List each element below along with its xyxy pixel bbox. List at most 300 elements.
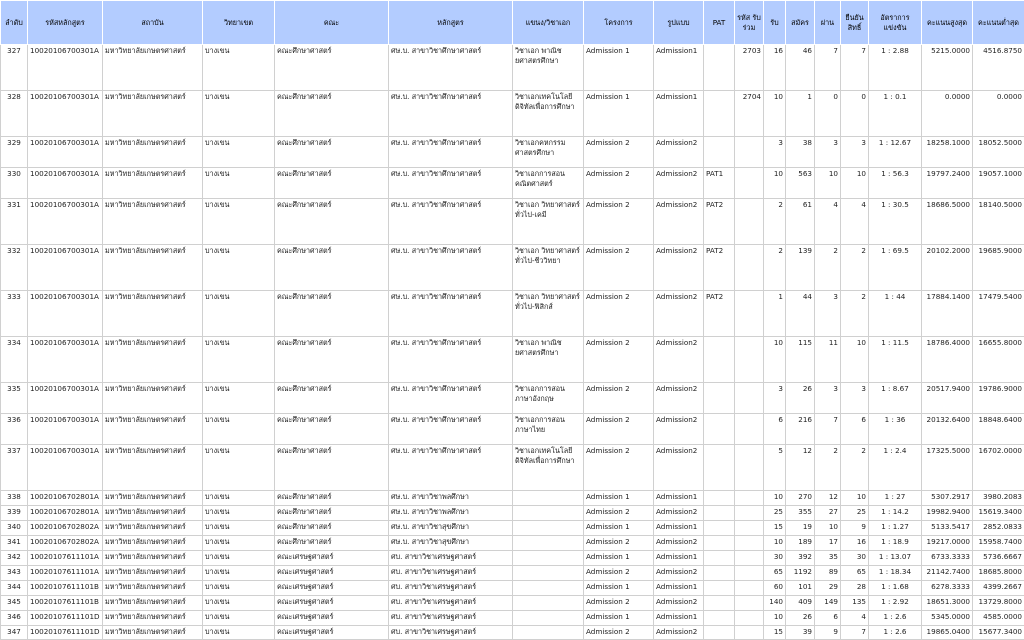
table-row [1, 414, 1024, 445]
table-row [1, 581, 1024, 596]
cell-campus: บางเขน [203, 445, 275, 491]
cell-joint [735, 521, 764, 536]
cell-max: 6733.3333 [922, 551, 973, 566]
table-row [1, 611, 1024, 626]
cell-confirm: 0 [841, 91, 869, 137]
table-row [1, 383, 1024, 414]
cell-pass: 89 [815, 566, 841, 581]
cell-apply: 270 [786, 491, 815, 506]
cell-pat [704, 551, 735, 566]
cell-code: 10020106700301A [28, 414, 103, 445]
cell-project: Admission 2 [584, 137, 654, 168]
cell-confirm: 10 [841, 168, 869, 199]
cell-min: 18052.5000 [973, 137, 1024, 168]
cell-joint: 2703 [735, 45, 764, 91]
cell-pat [704, 414, 735, 445]
cell-ratio: 1 : 1.68 [869, 581, 922, 596]
cell-accept: 65 [764, 566, 786, 581]
cell-max: 19865.0400 [922, 626, 973, 640]
cell-max: 18786.4000 [922, 337, 973, 383]
cell-campus: บางเขน [203, 611, 275, 626]
cell-major [513, 506, 584, 521]
cell-pass: 149 [815, 596, 841, 611]
cell-max: 18258.1000 [922, 137, 973, 168]
table-row [1, 506, 1024, 521]
cell-joint [735, 199, 764, 245]
cell-pass: 17 [815, 536, 841, 551]
cell-pass: 7 [815, 45, 841, 91]
cell-accept: 2 [764, 245, 786, 291]
cell-confirm: 4 [841, 199, 869, 245]
cell-confirm: 30 [841, 551, 869, 566]
cell-code: 10020107611101B [28, 596, 103, 611]
cell-faculty: คณะเศรษฐศาสตร์ [275, 581, 389, 596]
cell-pat [704, 596, 735, 611]
cell-campus: บางเขน [203, 137, 275, 168]
cell-apply: 61 [786, 199, 815, 245]
cell-accept: 10 [764, 491, 786, 506]
cell-program: ศบ. สาขาวิชาเศรษฐศาสตร์ [389, 581, 513, 596]
cell-faculty: คณะศึกษาศาสตร์ [275, 506, 389, 521]
cell-project: Admission 2 [584, 383, 654, 414]
cell-accept: 25 [764, 506, 786, 521]
cell-accept: 10 [764, 168, 786, 199]
cell-confirm: 2 [841, 445, 869, 491]
cell-major: วิชาเอก วิทยาศาสตร์ทั่วไป-ฟิสิกส์ [513, 291, 584, 337]
cell-project: Admission 2 [584, 566, 654, 581]
cell-faculty: คณะเศรษฐศาสตร์ [275, 626, 389, 640]
cell-code: 10020106700301A [28, 445, 103, 491]
cell-confirm: 2 [841, 245, 869, 291]
table-row [1, 566, 1024, 581]
cell-campus: บางเขน [203, 566, 275, 581]
cell-no: 341 [1, 536, 28, 551]
cell-code: 10020107611101A [28, 566, 103, 581]
cell-project: Admission 2 [584, 626, 654, 640]
cell-faculty: คณะศึกษาศาสตร์ [275, 337, 389, 383]
column-header-no: ลำดับ [1, 1, 28, 45]
column-header-max: คะแนนสูงสุด [922, 1, 973, 45]
cell-accept: 3 [764, 383, 786, 414]
cell-inst: มหาวิทยาลัยเกษตรศาสตร์ [103, 45, 203, 91]
cell-campus: บางเขน [203, 291, 275, 337]
cell-major [513, 596, 584, 611]
cell-pass: 29 [815, 581, 841, 596]
cell-no: 331 [1, 199, 28, 245]
column-header-faculty: คณะ [275, 1, 389, 45]
cell-max: 5133.5417 [922, 521, 973, 536]
table-row [1, 91, 1024, 137]
cell-major [513, 611, 584, 626]
cell-max: 18651.3000 [922, 596, 973, 611]
cell-ratio: 1 : 2.88 [869, 45, 922, 91]
cell-program: ศษ.บ. สาขาวิชาศึกษาศาสตร์ [389, 199, 513, 245]
column-header-pass: ผ่าน [815, 1, 841, 45]
cell-campus: บางเขน [203, 45, 275, 91]
cell-accept: 10 [764, 611, 786, 626]
cell-no: 347 [1, 626, 28, 640]
cell-max: 5345.0000 [922, 611, 973, 626]
cell-inst: มหาวิทยาลัยเกษตรศาสตร์ [103, 168, 203, 199]
cell-program: ศบ. สาขาวิชาเศรษฐศาสตร์ [389, 566, 513, 581]
cell-max: 17884.1400 [922, 291, 973, 337]
cell-format: Admission1 [654, 581, 704, 596]
cell-joint [735, 491, 764, 506]
cell-project: Admission 2 [584, 245, 654, 291]
cell-ratio: 1 : 36 [869, 414, 922, 445]
cell-project: Admission 2 [584, 596, 654, 611]
cell-program: ศบ. สาขาวิชาเศรษฐศาสตร์ [389, 551, 513, 566]
cell-pat [704, 536, 735, 551]
column-header-inst: สถาบัน [103, 1, 203, 45]
cell-format: Admission2 [654, 536, 704, 551]
cell-major: วิชาเอกการสอนภาษาอังกฤษ [513, 383, 584, 414]
cell-format: Admission2 [654, 199, 704, 245]
cell-accept: 15 [764, 521, 786, 536]
table-row [1, 337, 1024, 383]
cell-min: 19057.1000 [973, 168, 1024, 199]
cell-code: 10020106700301A [28, 383, 103, 414]
cell-confirm: 7 [841, 626, 869, 640]
cell-major: วิชาเอกเทคโนโลยีดิจิทัลเพื่อการศึกษา [513, 91, 584, 137]
cell-min: 4516.8750 [973, 45, 1024, 91]
column-header-ratio: อัตราการ แข่งขัน [869, 1, 922, 45]
cell-code: 10020107611101A [28, 551, 103, 566]
cell-max: 17325.5000 [922, 445, 973, 491]
cell-pat [704, 337, 735, 383]
cell-pat [704, 581, 735, 596]
cell-ratio: 1 : 1.27 [869, 521, 922, 536]
cell-pat [704, 506, 735, 521]
cell-no: 328 [1, 91, 28, 137]
cell-pass: 27 [815, 506, 841, 521]
cell-campus: บางเขน [203, 245, 275, 291]
cell-joint [735, 536, 764, 551]
cell-pass: 7 [815, 414, 841, 445]
cell-confirm: 10 [841, 491, 869, 506]
cell-confirm: 10 [841, 337, 869, 383]
cell-no: 334 [1, 337, 28, 383]
cell-confirm: 2 [841, 291, 869, 337]
cell-no: 329 [1, 137, 28, 168]
cell-apply: 216 [786, 414, 815, 445]
cell-min: 16702.0000 [973, 445, 1024, 491]
cell-program: ศบ. สาขาวิชาเศรษฐศาสตร์ [389, 611, 513, 626]
cell-max: 20132.6400 [922, 414, 973, 445]
cell-pass: 2 [815, 445, 841, 491]
cell-project: Admission 2 [584, 291, 654, 337]
cell-format: Admission2 [654, 445, 704, 491]
cell-min: 17479.5400 [973, 291, 1024, 337]
cell-joint [735, 445, 764, 491]
cell-confirm: 7 [841, 45, 869, 91]
table-row [1, 199, 1024, 245]
cell-joint [735, 137, 764, 168]
cell-major [513, 491, 584, 506]
cell-no: 333 [1, 291, 28, 337]
cell-format: Admission1 [654, 491, 704, 506]
cell-project: Admission 1 [584, 521, 654, 536]
cell-program: ศษ.บ. สาขาวิชาศึกษาศาสตร์ [389, 91, 513, 137]
cell-code: 10020106700301A [28, 91, 103, 137]
cell-program: ศษ.บ. สาขาวิชาศึกษาศาสตร์ [389, 137, 513, 168]
cell-min: 13729.8000 [973, 596, 1024, 611]
cell-pass: 35 [815, 551, 841, 566]
cell-faculty: คณะศึกษาศาสตร์ [275, 245, 389, 291]
cell-pat: PAT1 [704, 168, 735, 199]
cell-confirm: 3 [841, 137, 869, 168]
cell-ratio: 1 : 12.67 [869, 137, 922, 168]
cell-campus: บางเขน [203, 414, 275, 445]
table-row [1, 45, 1024, 91]
cell-code: 10020106702801A [28, 506, 103, 521]
cell-accept: 1 [764, 291, 786, 337]
cell-apply: 189 [786, 536, 815, 551]
cell-inst: มหาวิทยาลัยเกษตรศาสตร์ [103, 491, 203, 506]
cell-faculty: คณะศึกษาศาสตร์ [275, 291, 389, 337]
cell-project: Admission 2 [584, 168, 654, 199]
cell-apply: 39 [786, 626, 815, 640]
cell-pat [704, 491, 735, 506]
cell-apply: 46 [786, 45, 815, 91]
cell-format: Admission1 [654, 45, 704, 91]
cell-max: 0.0000 [922, 91, 973, 137]
cell-campus: บางเขน [203, 536, 275, 551]
cell-min: 18848.6400 [973, 414, 1024, 445]
cell-accept: 6 [764, 414, 786, 445]
cell-apply: 115 [786, 337, 815, 383]
cell-inst: มหาวิทยาลัยเกษตรศาสตร์ [103, 611, 203, 626]
cell-project: Admission 1 [584, 45, 654, 91]
cell-inst: มหาวิทยาลัยเกษตรศาสตร์ [103, 506, 203, 521]
cell-accept: 30 [764, 551, 786, 566]
cell-major [513, 551, 584, 566]
cell-max: 18686.5000 [922, 199, 973, 245]
cell-faculty: คณะเศรษฐศาสตร์ [275, 551, 389, 566]
cell-major: วิชาเอก วิทยาศาสตร์ทั่วไป-ชีววิทยา [513, 245, 584, 291]
cell-min: 3980.2083 [973, 491, 1024, 506]
cell-accept: 140 [764, 596, 786, 611]
cell-inst: มหาวิทยาลัยเกษตรศาสตร์ [103, 383, 203, 414]
cell-no: 337 [1, 445, 28, 491]
cell-program: ศษ.บ. สาขาวิชาศึกษาศาสตร์ [389, 337, 513, 383]
cell-no: 327 [1, 45, 28, 91]
cell-code: 10020106700301A [28, 45, 103, 91]
cell-ratio: 1 : 30.5 [869, 199, 922, 245]
cell-program: ศบ. สาขาวิชาเศรษฐศาสตร์ [389, 596, 513, 611]
cell-ratio: 1 : 69.5 [869, 245, 922, 291]
cell-inst: มหาวิทยาลัยเกษตรศาสตร์ [103, 245, 203, 291]
cell-program: ศษ.บ. สาขาวิชาศึกษาศาสตร์ [389, 291, 513, 337]
cell-accept: 3 [764, 137, 786, 168]
cell-min: 2852.0833 [973, 521, 1024, 536]
cell-program: ศษ.บ. สาขาวิชาศึกษาศาสตร์ [389, 445, 513, 491]
cell-campus: บางเขน [203, 337, 275, 383]
cell-format: Admission2 [654, 168, 704, 199]
cell-pat [704, 137, 735, 168]
cell-inst: มหาวิทยาลัยเกษตรศาสตร์ [103, 551, 203, 566]
cell-campus: บางเขน [203, 521, 275, 536]
cell-ratio: 1 : 2.6 [869, 611, 922, 626]
cell-format: Admission1 [654, 611, 704, 626]
cell-confirm: 25 [841, 506, 869, 521]
cell-accept: 16 [764, 45, 786, 91]
cell-ratio: 1 : 11.5 [869, 337, 922, 383]
cell-no: 340 [1, 521, 28, 536]
cell-faculty: คณะเศรษฐศาสตร์ [275, 611, 389, 626]
cell-faculty: คณะศึกษาศาสตร์ [275, 414, 389, 445]
cell-no: 342 [1, 551, 28, 566]
cell-campus: บางเขน [203, 596, 275, 611]
column-header-code: รหัสหลักสูตร [28, 1, 103, 45]
cell-pat: PAT2 [704, 245, 735, 291]
cell-program: ศษ.บ. สาขาวิชาศึกษาศาสตร์ [389, 383, 513, 414]
cell-apply: 563 [786, 168, 815, 199]
cell-accept: 2 [764, 199, 786, 245]
cell-no: 335 [1, 383, 28, 414]
cell-inst: มหาวิทยาลัยเกษตรศาสตร์ [103, 581, 203, 596]
cell-joint [735, 337, 764, 383]
column-header-joint: รหัส รับร่วม [735, 1, 764, 45]
cell-program: ศษ.บ. สาขาวิชาศึกษาศาสตร์ [389, 414, 513, 445]
cell-pass: 4 [815, 199, 841, 245]
cell-program: ศบ. สาขาวิชาเศรษฐศาสตร์ [389, 626, 513, 640]
cell-confirm: 135 [841, 596, 869, 611]
cell-inst: มหาวิทยาลัยเกษตรศาสตร์ [103, 137, 203, 168]
cell-ratio: 1 : 13.07 [869, 551, 922, 566]
cell-apply: 19 [786, 521, 815, 536]
cell-format: Admission1 [654, 551, 704, 566]
cell-ratio: 1 : 2.4 [869, 445, 922, 491]
cell-format: Admission2 [654, 596, 704, 611]
cell-project: Admission 2 [584, 199, 654, 245]
cell-faculty: คณะศึกษาศาสตร์ [275, 536, 389, 551]
cell-joint [735, 506, 764, 521]
cell-no: 346 [1, 611, 28, 626]
cell-format: Admission2 [654, 626, 704, 640]
cell-apply: 1 [786, 91, 815, 137]
cell-confirm: 9 [841, 521, 869, 536]
cell-pat [704, 383, 735, 414]
cell-project: Admission 1 [584, 611, 654, 626]
cell-format: Admission1 [654, 521, 704, 536]
cell-accept: 10 [764, 91, 786, 137]
cell-no: 339 [1, 506, 28, 521]
cell-confirm: 65 [841, 566, 869, 581]
cell-confirm: 28 [841, 581, 869, 596]
table-row [1, 536, 1024, 551]
cell-apply: 139 [786, 245, 815, 291]
cell-major: วิชาเอก พาณิชยศาสตรศึกษา [513, 45, 584, 91]
cell-ratio: 1 : 0.1 [869, 91, 922, 137]
cell-max: 20102.2000 [922, 245, 973, 291]
cell-pass: 9 [815, 626, 841, 640]
cell-no: 336 [1, 414, 28, 445]
cell-campus: บางเขน [203, 383, 275, 414]
cell-program: ศษ.บ. สาขาวิชาศึกษาศาสตร์ [389, 245, 513, 291]
cell-ratio: 1 : 18.9 [869, 536, 922, 551]
cell-apply: 355 [786, 506, 815, 521]
cell-joint [735, 383, 764, 414]
cell-min: 4585.0000 [973, 611, 1024, 626]
cell-pat: PAT2 [704, 199, 735, 245]
cell-ratio: 1 : 56.3 [869, 168, 922, 199]
cell-accept: 10 [764, 337, 786, 383]
cell-pass: 3 [815, 291, 841, 337]
column-header-program: หลักสูตร [389, 1, 513, 45]
cell-code: 10020106700301A [28, 245, 103, 291]
cell-pat [704, 566, 735, 581]
cell-joint [735, 551, 764, 566]
cell-code: 10020106700301A [28, 291, 103, 337]
cell-faculty: คณะเศรษฐศาสตร์ [275, 566, 389, 581]
cell-inst: มหาวิทยาลัยเกษตรศาสตร์ [103, 91, 203, 137]
cell-max: 5215.0000 [922, 45, 973, 91]
cell-joint [735, 291, 764, 337]
column-header-confirm: ยืนยัน สิทธิ์ [841, 1, 869, 45]
cell-max: 20517.9400 [922, 383, 973, 414]
cell-major: วิชาเอกคหกรรมศาสตรศึกษา [513, 137, 584, 168]
cell-ratio: 1 : 14.2 [869, 506, 922, 521]
cell-pat [704, 45, 735, 91]
cell-pat [704, 91, 735, 137]
cell-ratio: 1 : 27 [869, 491, 922, 506]
cell-pat [704, 445, 735, 491]
cell-min: 18685.8000 [973, 566, 1024, 581]
cell-code: 10020106700301A [28, 137, 103, 168]
cell-code: 10020106702801A [28, 491, 103, 506]
table-row [1, 491, 1024, 506]
cell-code: 10020106702802A [28, 521, 103, 536]
cell-no: 345 [1, 596, 28, 611]
cell-inst: มหาวิทยาลัยเกษตรศาสตร์ [103, 291, 203, 337]
cell-project: Admission 2 [584, 506, 654, 521]
cell-pat [704, 521, 735, 536]
column-header-major: แขนง/วิชาเอก [513, 1, 584, 45]
cell-program: ศษ.บ. สาขาวิชาพลศึกษา [389, 491, 513, 506]
cell-program: ศษ.บ. สาขาวิชาศึกษาศาสตร์ [389, 168, 513, 199]
cell-pass: 2 [815, 245, 841, 291]
cell-pat: PAT2 [704, 291, 735, 337]
cell-ratio: 1 : 18.34 [869, 566, 922, 581]
cell-format: Admission2 [654, 506, 704, 521]
cell-project: Admission 1 [584, 91, 654, 137]
cell-faculty: คณะศึกษาศาสตร์ [275, 521, 389, 536]
cell-inst: มหาวิทยาลัยเกษตรศาสตร์ [103, 445, 203, 491]
cell-project: Admission 2 [584, 337, 654, 383]
cell-program: ศษ.บ. สาขาวิชาสุขศึกษา [389, 521, 513, 536]
cell-ratio: 1 : 2.92 [869, 596, 922, 611]
cell-campus: บางเขน [203, 581, 275, 596]
cell-accept: 10 [764, 536, 786, 551]
column-header-min: คะแนนต่ำสุด [973, 1, 1024, 45]
cell-min: 15677.3400 [973, 626, 1024, 640]
cell-faculty: คณะศึกษาศาสตร์ [275, 91, 389, 137]
cell-pass: 3 [815, 383, 841, 414]
cell-inst: มหาวิทยาลัยเกษตรศาสตร์ [103, 199, 203, 245]
cell-project: Admission 1 [584, 491, 654, 506]
cell-program: ศษ.บ. สาขาวิชาศึกษาศาสตร์ [389, 45, 513, 91]
cell-pass: 11 [815, 337, 841, 383]
cell-project: Admission 2 [584, 445, 654, 491]
cell-faculty: คณะศึกษาศาสตร์ [275, 383, 389, 414]
cell-max: 21142.7400 [922, 566, 973, 581]
cell-confirm: 6 [841, 414, 869, 445]
cell-apply: 26 [786, 383, 815, 414]
cell-accept: 15 [764, 626, 786, 640]
cell-joint [735, 626, 764, 640]
cell-faculty: คณะเศรษฐศาสตร์ [275, 596, 389, 611]
